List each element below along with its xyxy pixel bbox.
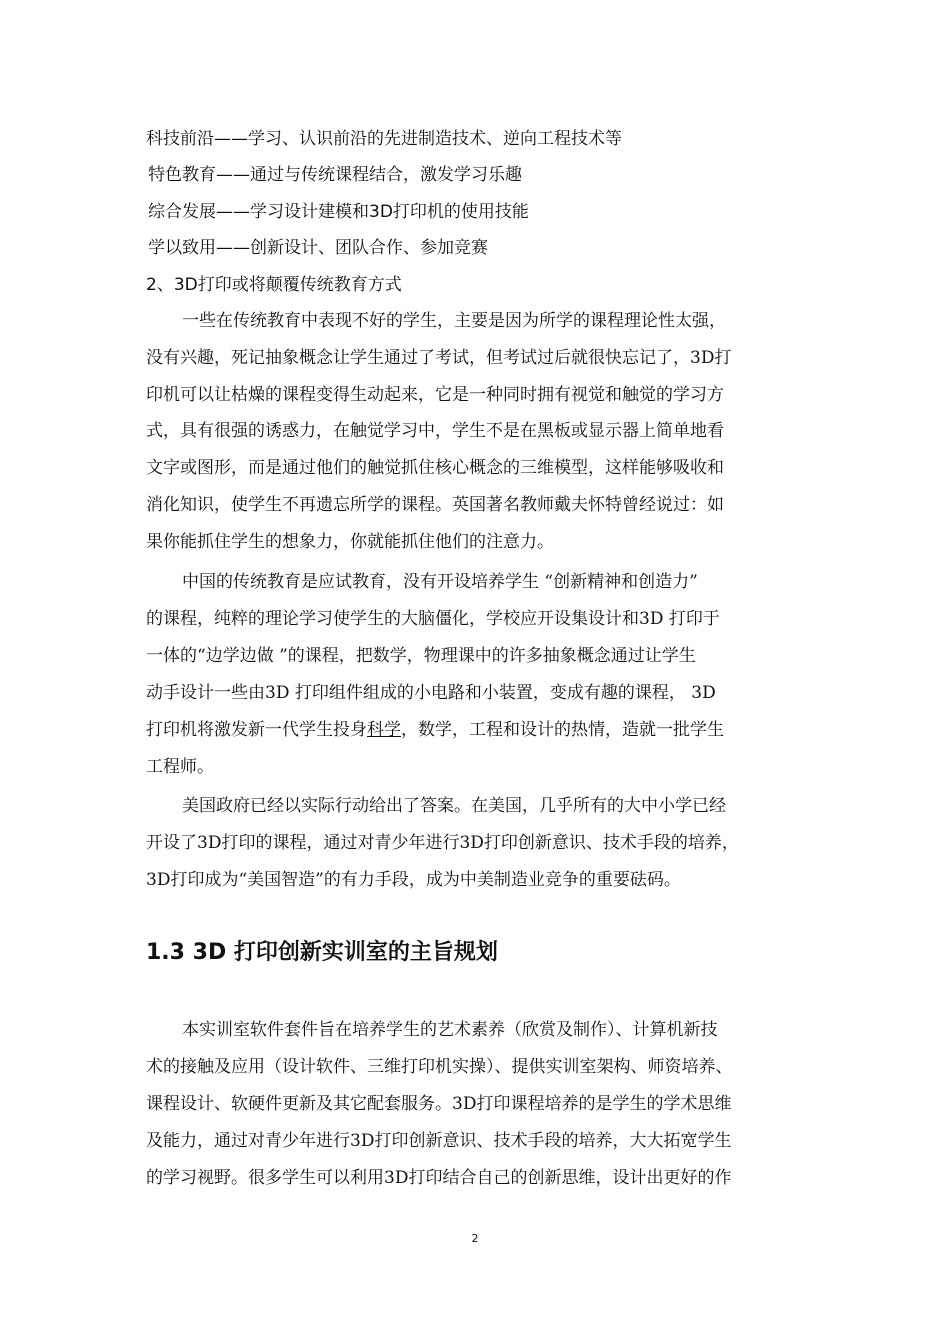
paragraph-line: 印机可以让枯燥的课程变得生动起来，它是一种同时拥有视觉和触觉的学习方	[146, 385, 724, 405]
paragraph-text: 打印机将激发新一代学生投身	[146, 720, 367, 740]
paragraph-line: 的课程，纯粹的理论学习使学生的大脑僵化，学校应开设集设计和3D 打印于	[146, 609, 720, 629]
paragraph-line: 式，具有很强的诱惑力，在触觉学习中，学生不是在黑板或显示器上简单地看	[146, 421, 724, 441]
paragraph-line: 动手设计一些由3D 打印组件组成的小电路和小装置，变成有趣的课程， 3D	[146, 683, 716, 703]
paragraph-line: 工程师。	[146, 757, 214, 777]
paragraph-line: 本实训室软件套件旨在培养学生的艺术素养（欣赏及制作）、计算机新技	[182, 1020, 718, 1040]
paragraph-line: 及能力，通过对青少年进行3D打印创新意识、技术手段的培养，大大拓宽学生	[146, 1131, 732, 1151]
paragraph-line: 消化知识，使学生不再遗忘所学的课程。英国著名教师戴夫怀特曾经说过：如	[146, 495, 724, 515]
paragraph-line: 一体的“边学边做 ”的课程，把数学，物理课中的许多抽象概念通过让学生	[146, 646, 696, 666]
paragraph-text: ，数学，工程和设计的热情，造就一批学生	[401, 720, 724, 740]
paragraph-line	[146, 720, 724, 740]
paragraph-line: 的学习视野。很多学生可以利用3D打印结合自己的创新思维，设计出更好的作	[146, 1168, 732, 1188]
feature-item-1: 科技前沿——学习、认识前沿的先进制造技术、逆向工程技术等	[146, 129, 622, 149]
paragraph-line: 一些在传统教育中表现不好的学生，主要是因为所学的课程理论性太强，	[182, 311, 726, 331]
paragraph-line: 果你能抓住学生的想象力，你就能抓住他们的注意力。	[146, 532, 554, 552]
paragraph-line: 没有兴趣，死记抽象概念让学生通过了考试，但考试过后就很快忘记了，3D打	[146, 348, 732, 368]
section-title: 2、3D打印或将颠覆传统教育方式	[146, 275, 402, 295]
paragraph-line: 中国的传统教育是应试教育，没有开设培养学生 “创新精神和创造力”	[182, 572, 698, 592]
paragraph-line: 3D打印成为“美国智造”的有力手段，成为中美制造业竞争的重要砝码。	[146, 870, 681, 890]
paragraph-line: 课程设计、软硬件更新及其它配套服务。3D打印课程培养的是学生的学术思维	[146, 1094, 732, 1114]
paragraph-line: 文字或图形，而是通过他们的触觉抓住核心概念的三维模型，这样能够吸收和	[146, 458, 724, 478]
page-number: 2	[471, 1232, 479, 1245]
section-heading: 1.3 3D 打印创新实训室的主旨规划	[146, 940, 498, 965]
paragraph-line: 术的接触及应用（设计软件、三维打印机实操）、提供实训室架构、师资培养、	[146, 1057, 733, 1077]
science-link[interactable]: 科学	[367, 720, 401, 740]
feature-item-2: 特色教育——通过与传统课程结合，激发学习乐趣	[148, 165, 522, 185]
feature-item-3: 综合发展——学习设计建模和3D打印机的使用技能	[148, 202, 529, 222]
feature-item-4: 学以致用——创新设计、团队合作、参加竞赛	[148, 238, 488, 258]
paragraph-line: 美国政府已经以实际行动给出了答案。在美国，几乎所有的大中小学已经	[182, 796, 726, 816]
paragraph-line: 开设了3D打印的课程，通过对青少年进行3D打印创新意识、技术手段的培养，	[146, 833, 739, 853]
